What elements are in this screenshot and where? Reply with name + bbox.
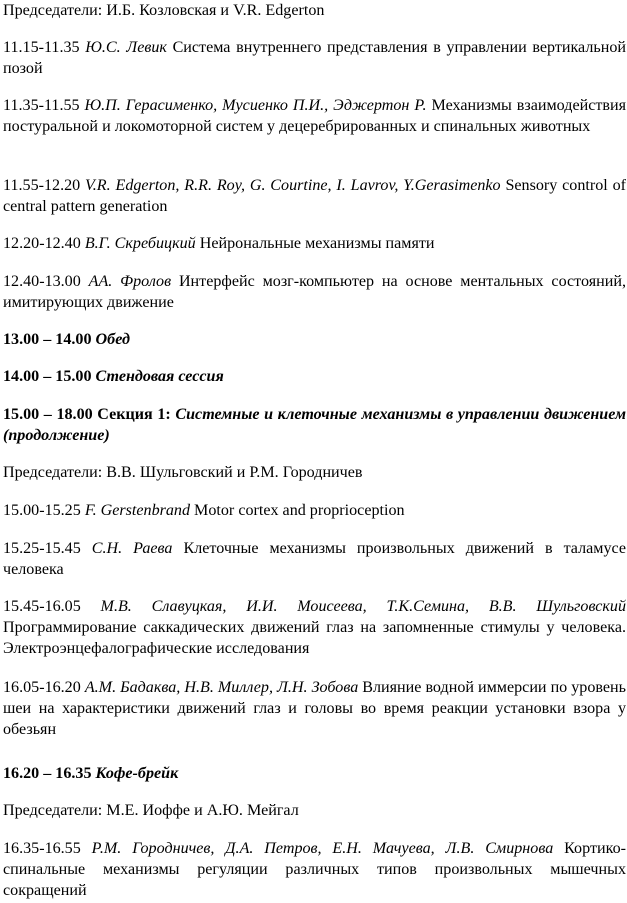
- body-text: 11.15-11.35: [3, 39, 86, 56]
- body-text: Система внутреннего представления в управлении вертикальной позой: [3, 39, 626, 77]
- authors-text: Ю.П. Герасименко, Мусиенко П.И., Эджертон Р.: [84, 97, 427, 114]
- program-paragraph: [3, 538, 626, 580]
- body-text: 15.00-15.25: [3, 502, 85, 519]
- program-paragraph: [3, 838, 626, 901]
- time-text: 15.00 – 18.00 Секция 1:: [3, 406, 176, 423]
- authors-text: Ю.С. Левик: [85, 39, 167, 56]
- body-text: Председатели: И.Б. Козловская и V.R. Edgerton: [3, 2, 325, 19]
- time-text: 14.00 – 15.00: [3, 368, 96, 385]
- authors-text: Обед: [95, 331, 130, 348]
- body-text: Кортико-спинальные механизмы регуляции различных типов произвольных мышечных сокращений: [3, 840, 626, 899]
- authors-text: F. Gerstenbrand: [84, 502, 191, 519]
- program-paragraph: [3, 462, 626, 483]
- time-text: 13.00 – 14.00: [3, 331, 96, 348]
- time-text: 16.20 – 16.35: [3, 765, 96, 782]
- body-text: Motor cortex and proprioception: [190, 502, 405, 519]
- body-text: 12.40-13.00: [3, 273, 89, 290]
- program-paragraph: [3, 95, 626, 137]
- body-text: 11.35-11.55: [3, 97, 85, 114]
- program-paragraph: [3, 596, 626, 659]
- body-text: Председатели: М.Е. Иоффе и А.Ю. Мейгал: [3, 802, 299, 819]
- program-paragraph: [3, 500, 626, 521]
- program-paragraph: [3, 0, 626, 21]
- authors-text: Кофе-брейк: [95, 765, 179, 782]
- authors-text: В.Г. Скребицкий: [84, 235, 196, 252]
- body-text: Программирование саккадических движений глаз на запомненные стимулы у человека. Электроэнцефалографические исследования: [3, 619, 626, 657]
- authors-text: Р.М. Городничев, Д.А. Петров, Е.Н. Мачуева, Л.В. Смирнова: [91, 840, 554, 857]
- authors-text: V.R. Edgerton, R.R. Roy, G. Courtine, I. Lavrov, Y.Gerasimenko: [85, 177, 501, 194]
- authors-text: С.Н. Раева: [91, 540, 173, 557]
- program-paragraph: [3, 763, 626, 784]
- authors-text: АА. Фролов: [88, 273, 172, 290]
- body-text: Влияние водной иммерсии по уровень шеи на характеристики движений глаз и головы во время реакции установки взора у обезьян: [3, 679, 626, 738]
- program-paragraph: [3, 800, 626, 821]
- program-paragraph: [3, 677, 626, 740]
- authors-text: Системные и клеточные механизмы в управлении движением (продолжение): [3, 406, 627, 444]
- program-paragraph: [3, 37, 626, 79]
- body-text: 16.05-16.20: [3, 679, 85, 696]
- body-text: Механизмы взаимодействия постуральной и локомоторной систем у децеребрированных и спинальных животных: [3, 97, 626, 135]
- program-paragraph: [3, 175, 626, 217]
- body-text: Клеточные механизмы произвольных движений в таламусе человека: [3, 540, 626, 578]
- body-text: 15.45-16.05: [3, 598, 101, 615]
- authors-text: Стендовая сессия: [95, 368, 224, 385]
- body-text: Sensory control of central pattern generation: [3, 177, 626, 215]
- body-text: 11.55-12.20: [3, 177, 86, 194]
- body-text: 12.20-12.40: [3, 235, 85, 252]
- body-text: 16.35-16.55: [3, 840, 92, 857]
- authors-text: М.В. Славуцкая, И.И. Моисеева, Т.К.Семина, В.В. Шульговский: [100, 598, 626, 615]
- program-paragraph: [3, 271, 626, 313]
- body-text: Интерфейс мозг-компьютер на основе ментальных состояний, имитирующих движение: [3, 273, 626, 311]
- authors-text: А.М. Бадаква, Н.В. Миллер, Л.Н. Зобова: [84, 679, 359, 696]
- program-paragraph: [3, 329, 626, 350]
- program-paragraph: [3, 366, 626, 387]
- program-paragraph: [3, 404, 626, 446]
- body-text: 15.25-15.45: [3, 540, 92, 557]
- body-text: Председатели: В.В. Шульговский и Р.М. Городничев: [3, 464, 363, 481]
- body-text: Нейрональные механизмы памяти: [195, 235, 435, 252]
- program-paragraph: [3, 233, 626, 254]
